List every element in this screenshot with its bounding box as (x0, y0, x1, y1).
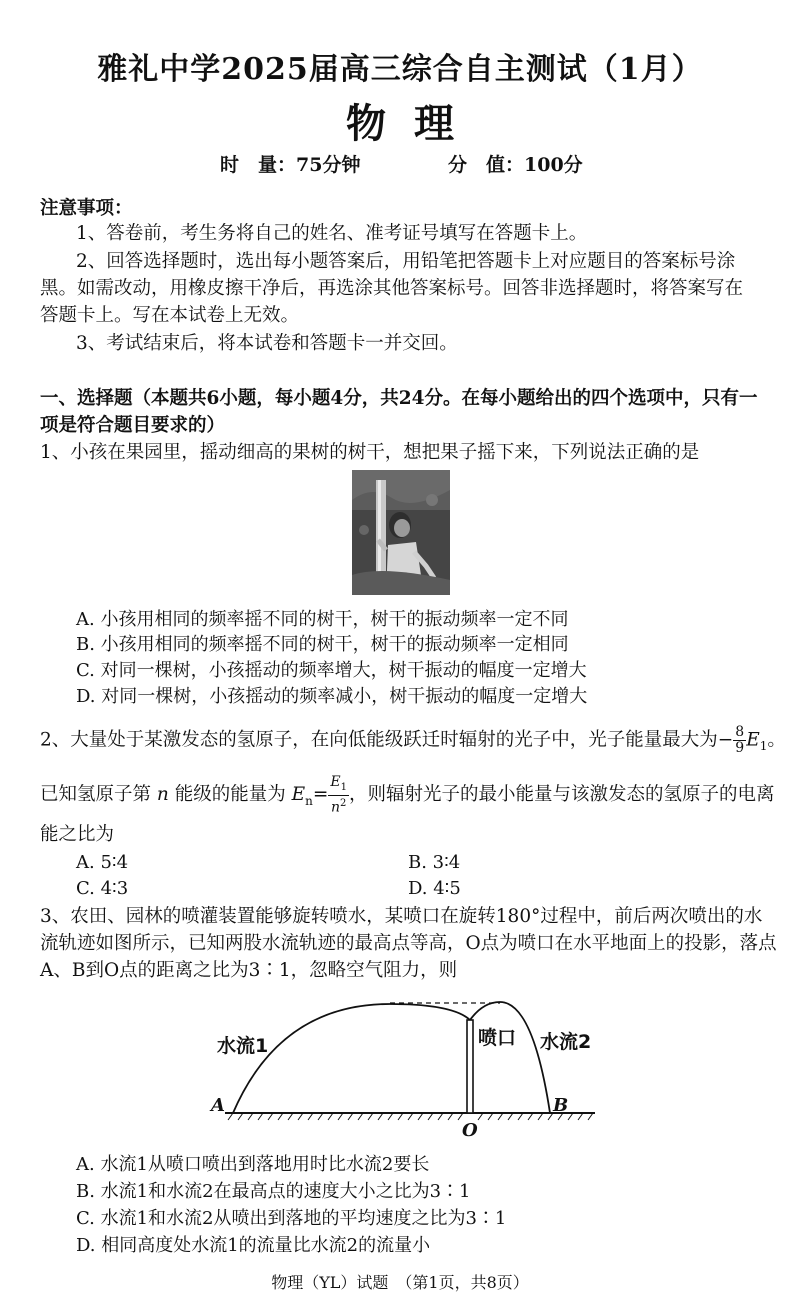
q3-stem-line-1: 3、农田、园林的喷灌装置能够旋转喷水，某喷口在旋转180°过程中，前后两次喷出的水 (40, 906, 763, 927)
exam-duration: 时 量：75分钟 (220, 154, 361, 176)
notice-item-1: 1、答卷前，考生务将自己的姓名、准考证号填写在答题卡上。 (76, 223, 588, 244)
notice-item-2-line-3: 答题卡上。写在本试卷上无效。 (40, 305, 300, 326)
q3-option-d: D. 相同高度处水流1的流量比水流2的流量小 (76, 1235, 431, 1256)
section-1-heading-line-2: 项是符合题目要求的） (40, 415, 226, 436)
notice-item-2-line-2: 黑。如需改动，用橡皮擦干净后，再选涂其他答案标号。回答非选择题时，将答案写在 (40, 278, 744, 299)
notice-item-3: 3、考试结束后，将本试卷和答题卡一并交回。 (76, 333, 458, 354)
exam-subject: 物理 (346, 100, 482, 147)
q3-option-b: B. 水流1和水流2在最高点的速度大小之比为3∶1 (76, 1181, 471, 1202)
stream-1-trajectory (233, 1004, 470, 1113)
nozzle-pipe (467, 1020, 473, 1113)
section-1-heading-line-1: 一、选择题（本题共6小题，每小题4分，共24分。在每小题给出的四个选项中，只有一 (40, 388, 758, 409)
q3-option-a: A. 水流1从喷口喷出到落地用时比水流2要长 (76, 1154, 430, 1175)
water-stream-diagram (195, 990, 615, 1140)
stream-2-trajectory (470, 1002, 550, 1113)
q2-option-c: C. 4∶3 (76, 878, 129, 899)
q2-option-d: D. 4∶5 (408, 878, 461, 899)
q2-stem-line-3: 能之比为 (40, 824, 115, 845)
child-shaking-tree-photo (352, 470, 450, 595)
q2-option-b: B. 3∶4 (408, 852, 461, 873)
notice-item-2-line-1: 2、回答选择题时，选出每小题答案后，用铅笔把答题卡上对应题目的答案标号涂 (76, 251, 736, 272)
notice-heading: 注意事项： (40, 198, 133, 219)
q1-option-a: A. 小孩用相同的频率摇不同的树干，树干的振动频率一定不同 (76, 609, 569, 630)
q3-stem-line-2: 流轨迹如图所示，已知两股水流轨迹的最高点等高，O点为喷口在水平地面上的投影，落点 (40, 933, 777, 954)
q2-fraction-max-energy: $\frac{8}{9}$ (735, 724, 745, 756)
page-footer: 物理（YL）试题 （第1页，共8页） (271, 1273, 529, 1292)
q2-energy-symbol: E (746, 729, 760, 751)
label-point-o: O (462, 1120, 478, 1140)
label-nozzle: 喷口 (478, 1027, 517, 1049)
q1-option-c: C. 对同一棵树，小孩摇动的频率增大，树干振动的幅度一定增大 (76, 660, 587, 681)
q2-fraction-energy-level: $\frac{E_1}{n^2}$ (330, 774, 347, 816)
q2-n-symbol: n (156, 784, 169, 806)
q2-stem-line-1: 2、大量处于某激发态的氢原子，在向低能级跃迁时辐射的光子中，光子能量最大为− $\frac{8}{9}$ $E_1$。 (40, 724, 786, 756)
q1-stem: 1、小孩在果园里，摇动细高的果树的树干，想把果子摇下来，下列说法正确的是 (40, 442, 700, 463)
label-point-b: B (553, 1095, 569, 1116)
q2-option-a: A. 5∶4 (76, 852, 129, 873)
q3-stem-line-3: A、B到O点的距离之比为3∶1，忽略空气阻力，则 (40, 960, 458, 981)
q1-option-d: D. 对同一棵树，小孩摇动的频率减小，树干振动的幅度一定增大 (76, 686, 588, 707)
ground-hatching (228, 1113, 593, 1120)
exam-title: 雅礼中学2025届高三综合自主测试（1月） (97, 52, 703, 87)
q2-stem-line-2: 已知氢原子第 n 能级的能量为 $E_n=$ $\frac{E_1}{n^2}$ ，则辐射光子的最小能量与该激发态的氢原子的电离 (40, 774, 775, 816)
label-point-a: A (211, 1095, 225, 1116)
q1-option-b: B. 小孩用相同的频率摇不同的树干，树干的振动频率一定相同 (76, 634, 569, 655)
label-stream-1: 水流1 (217, 1035, 269, 1057)
q3-option-c: C. 水流1和水流2从喷出到落地的平均速度之比为3∶1 (76, 1208, 507, 1229)
label-stream-2: 水流2 (540, 1031, 592, 1053)
exam-score: 分 值：100分 (448, 154, 583, 176)
q2-stem-text: 2、大量处于某激发态的氢原子，在向低能级跃迁时辐射的光子中，光子能量最大为 (40, 729, 718, 751)
